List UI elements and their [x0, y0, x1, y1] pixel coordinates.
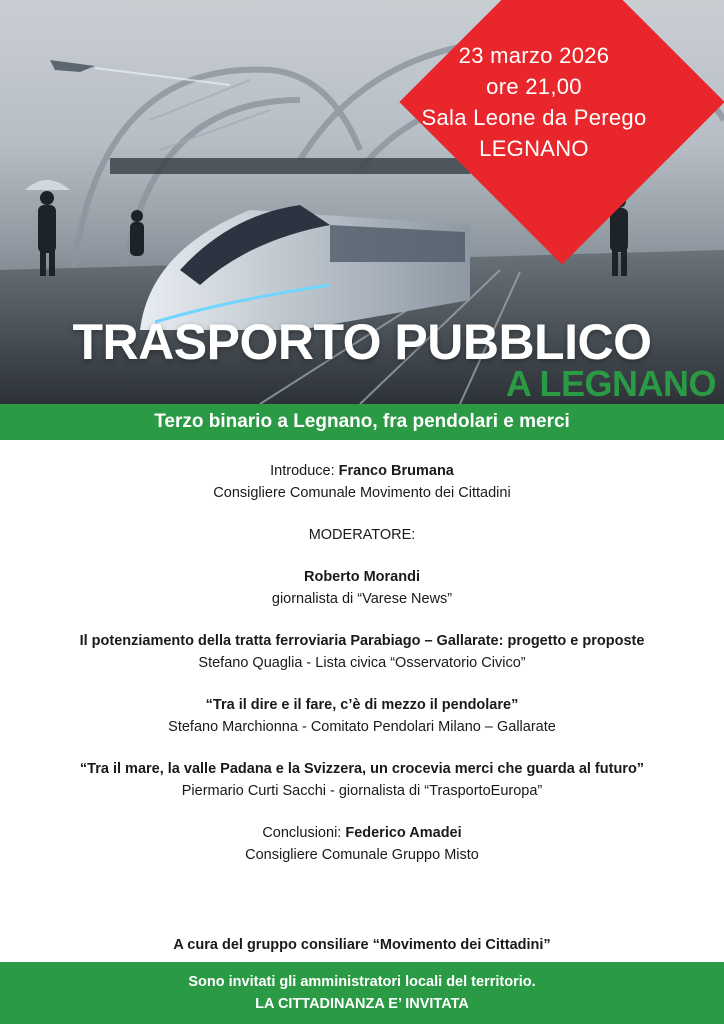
talk-title: “Tra il mare, la valle Padana e la Svizzera, un crocevia merci che guarda al futuro”	[79, 761, 645, 777]
talk-title: “Tra il dire e il fare, c’è di mezzo il pendolare”	[205, 697, 519, 713]
intro-role: Consigliere Comunale Movimento dei Cittadini	[213, 485, 511, 501]
moderator-heading-block	[0, 524, 724, 546]
poster-subtitle: Terzo binario a Legnano, fra pendolari e merci	[154, 411, 570, 432]
hero-image	[0, 0, 724, 404]
talk-speaker: Stefano Marchionna - Comitato Pendolari Milano – Gallarate	[168, 719, 556, 735]
talk-speaker: Piermario Curti Sacchi - giornalista di “TrasportoEuropa”	[181, 783, 543, 799]
poster-title: TRASPORTO PUBBLICO	[72, 314, 652, 370]
footer-line-2: LA CITTADINANZA E’ INVITATA	[255, 996, 469, 1012]
conclusion-prefix: Conclusioni:	[262, 825, 346, 841]
moderator-block	[0, 566, 724, 610]
footer-line-1: Sono invitati gli amministratori locali del territorio.	[188, 974, 536, 990]
intro-name: Franco Brumana	[338, 463, 454, 479]
moderator-role: giornalista di “Varese News”	[271, 591, 453, 607]
event-venue: Sala Leone da Perego	[421, 105, 647, 130]
intro-prefix: Introduce:	[270, 463, 339, 479]
program	[0, 460, 724, 886]
subtitle-band	[0, 404, 724, 440]
conclusion-role: Consigliere Comunale Gruppo Misto	[245, 847, 479, 863]
footer-band	[0, 962, 724, 1024]
event-city: LEGNANO	[479, 136, 589, 161]
talk-item	[0, 694, 724, 738]
talk-item	[0, 758, 724, 802]
talk-title: Il potenziamento della tratta ferroviaria Parabiago – Gallarate: progetto e proposte	[79, 633, 645, 649]
curated-by: A cura del gruppo consiliare “Movimento dei Cittadini”	[173, 937, 551, 953]
moderator-heading: MODERATORE:	[308, 527, 416, 543]
intro-block	[0, 460, 724, 504]
event-date: 23 marzo 2026	[458, 43, 610, 68]
poster-title-sub: A LEGNANO	[505, 363, 716, 404]
conclusion-name: Federico Amadei	[345, 825, 462, 841]
talk-item	[0, 630, 724, 674]
talk-speaker: Stefano Quaglia - Lista civica “Osservatorio Civico”	[198, 655, 526, 671]
event-time: ore 21,00	[486, 74, 582, 99]
event-info	[400, 40, 668, 164]
moderator-name: Roberto Morandi	[304, 569, 420, 585]
conclusion-block	[0, 822, 724, 866]
